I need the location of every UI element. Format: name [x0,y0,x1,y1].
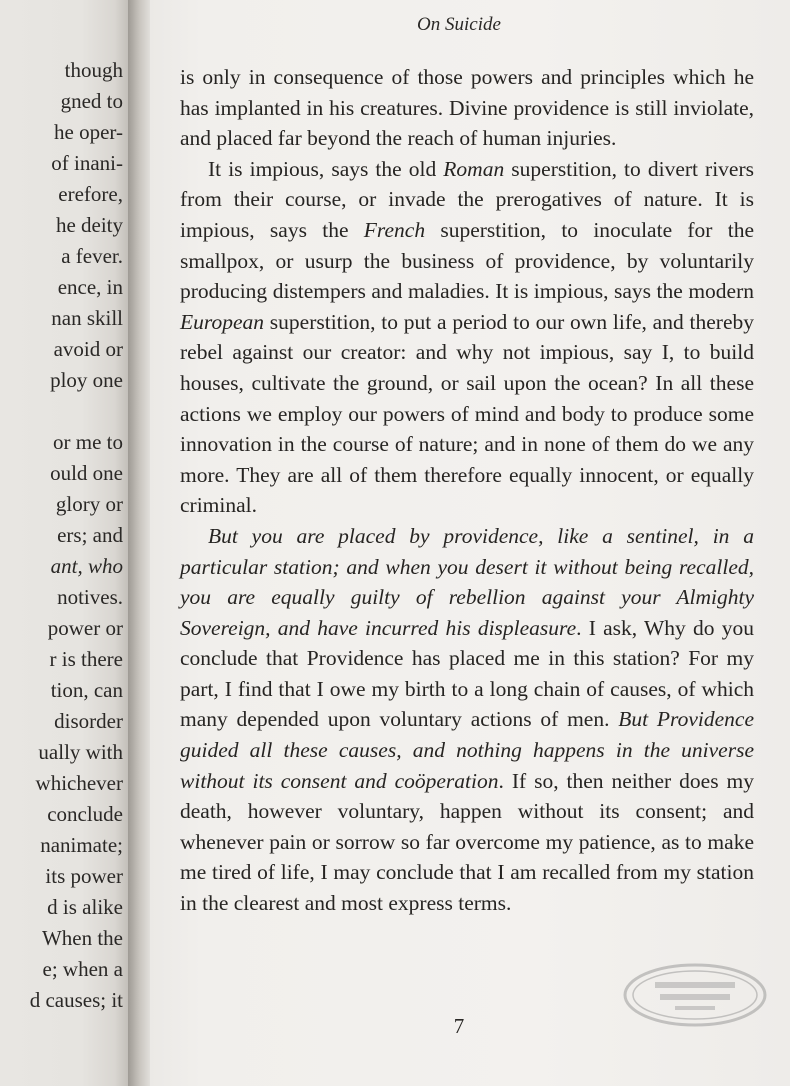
left-line: disorder [54,709,123,733]
paragraph-3 [180,521,754,919]
left-line: gned to [60,89,123,113]
left-line: of inani- [51,151,123,175]
left-line: he deity [55,213,123,237]
left-line: nan skill [51,306,123,330]
right-page [150,0,790,1086]
objection-quote-2: But Providence guided all these causes, and nothing happens in the universe without its consent and coöperation [180,707,755,793]
paragraph-2 [180,154,754,521]
left-line: a fever. [61,244,123,268]
left-line: d is alike [47,895,123,919]
text-run: superstition, to inoculate for the smallpox, or usurp the business of providence, by voluntarily producing distempers and maladies. It is impious, says the modern [180,217,754,304]
page-body [180,62,754,919]
emphasis-french: French [363,217,426,242]
left-line: he oper- [54,120,123,144]
left-line: d causes; it [29,988,123,1012]
left-line: power or [47,616,123,640]
left-line: ence, in [57,275,123,299]
left-line: whichever [35,771,123,795]
left-line: r is there [49,647,123,671]
text-run: It is impious, says the old [208,156,444,181]
emphasis-european: European [180,309,264,334]
left-line: ers; and [57,523,123,547]
paragraph-1: is only in consequence of those powers and principles which he has implanted in his creatures. Divine providence is still inviolate, and placed far beyond the reach of human injuries. [180,65,754,151]
left-line: tion, can [50,678,123,702]
left-line: ploy one [50,368,123,392]
running-head: On Suicide [417,14,501,35]
left-line: notives. [57,585,123,609]
left-line: avoid or [53,337,123,361]
text-run: superstition, to divert rivers from their course, or invade the prerogatives of nature. It is impious, says the [180,156,755,242]
left-line: When the [41,926,123,950]
left-line: conclude [47,802,123,826]
objection-quote-1: But you are placed by providence, like a sentinel, in a particular station; and when you desert it without being recalled, you are equally guilty of rebellion against your Almighty Sovereign, and have incurred his displeasure [180,523,754,640]
left-line: ant, who [50,554,123,578]
emphasis-roman: Roman [443,156,505,181]
left-line-gap [30,396,123,427]
watermark-stamp-icon [620,960,770,1030]
text-run: superstition, to put a period to our own life, and thereby rebel against our creator: and why not impious, say I, to build houses, cultivate the ground, or sail upon the ocean? In all these actions we employ our powers of mind and body to produce some innovation in the course of nature; and in none of them do we any more. They are all of them therefore equally innocent, or equally criminal. [180,309,754,518]
left-line: erefore, [58,182,123,206]
left-line: or me to [53,430,123,454]
left-line: glory or [55,492,123,516]
text-run: . If so, then neither does my death, however voluntary, happen without its consent; and whenever pain or sorrow so far overcome my patience, as to make me tired of life, I may conclude that I am recalled from my station in the clearest and most express terms. [180,768,754,916]
text-run: . I ask, Why do you conclude that Providence has placed me in this station? For my part, I find that I owe my birth to a long chain of causes, of which many depended upon voluntary actions of men. [180,615,754,732]
left-line: its power [45,864,123,888]
page-number: 7 [453,1014,465,1038]
left-line: ually with [38,740,123,764]
left-line: though [64,58,123,82]
left-page [0,0,135,1086]
left-line: e; when a [42,957,123,981]
left-line: ould one [50,461,123,485]
left-line: nanimate; [40,833,123,857]
left-page-lines [30,55,123,1016]
